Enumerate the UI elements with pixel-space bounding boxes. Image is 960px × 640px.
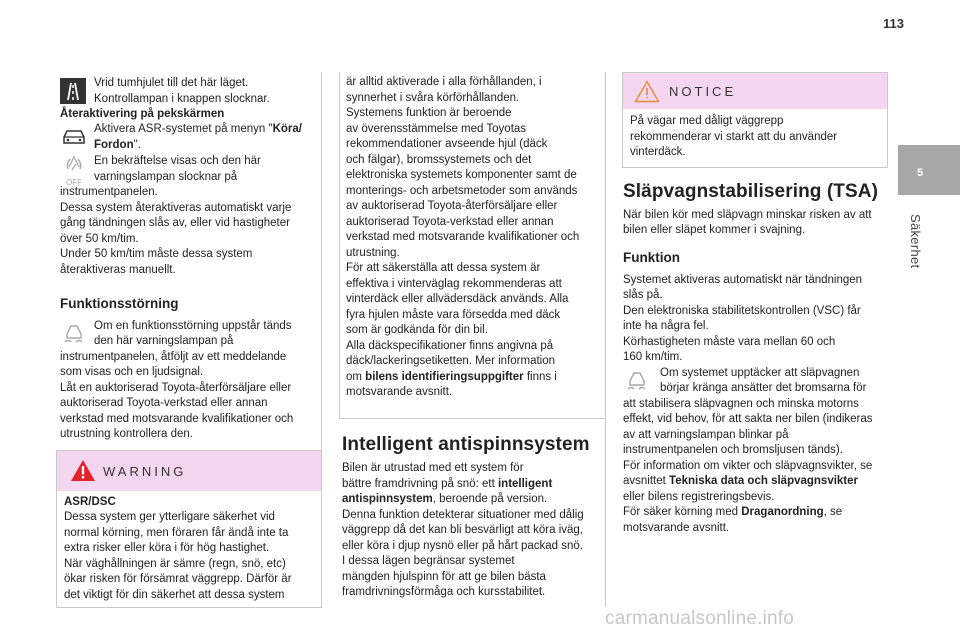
body-line: bättre framdrivning på snö: ett intelligent (342, 478, 553, 490)
body-line: att stabilisera släpvagnen och minska motorns (623, 398, 859, 410)
box-line: verkstad med motsvarande kvalifikationer och (346, 231, 580, 243)
body-line: Vrid tumhjulet till det här läget. (94, 77, 249, 89)
body-line: effekt, vid behov, för att sakta ner bilen (indikeras (623, 413, 873, 425)
body-line: Körhastigheten måste vara mellan 60 och (623, 336, 836, 348)
box-line: om bilens identifieringsuppgifter finns i (346, 371, 557, 383)
watermark: carmanualsonline.info (605, 608, 795, 629)
body-line: Systemet aktiveras automatiskt när tändningen (623, 274, 863, 286)
box-line: motsvarande avsnitt. (346, 386, 453, 398)
box-line: och fälgar), bromssystemets och det (346, 154, 532, 166)
warning-line: normal körning, men föraren får ändå inte ta (64, 527, 289, 539)
warning-line: Dessa system ger ytterligare säkerhet vid (64, 511, 275, 523)
section-heading: Intelligent antispinnsystem (342, 434, 590, 455)
body-line: bilen eller släpet kommer i svajning. (623, 224, 806, 236)
section-heading: Funktionsstörning (60, 296, 179, 311)
traction-switch-icon (60, 78, 86, 104)
warning-continuation-box (339, 72, 606, 419)
box-line: vinterdäck eller allvädersdäck används. Alla (346, 293, 569, 305)
notice-title: NOTICE (669, 84, 737, 99)
skid-warning-icon (625, 369, 649, 393)
body-line: En bekräftelse visas och den här (94, 155, 261, 167)
body-line: Under 50 km/tim måste dessa system (60, 248, 253, 260)
page-number: 113 (883, 16, 904, 31)
warning-line: När väghållningen är sämre (regn, snö, etc) (64, 558, 286, 570)
body-line: Denna funktion detekterar situationer med dålig (342, 509, 584, 521)
body-line: instrumentpanelen och bromsljusen tänds). (623, 444, 843, 456)
box-line: som är godkända för din bil. (346, 324, 488, 336)
body-line: som visas och en ljudsignal. (60, 366, 204, 378)
warning-subtitle: ASR/DSC (64, 496, 116, 508)
body-line: Den elektroniska stabilitetskontrollen (VSC) får (623, 305, 861, 317)
section-subheading: Funktion (623, 250, 680, 265)
body-line: återaktiveras manuellt. (60, 264, 176, 276)
off-label: OFF (66, 178, 82, 187)
warning-line: det viktigt för din säkerhet att dessa system (64, 589, 285, 601)
notice-line: På vägar med dåligt väggrepp (630, 115, 784, 127)
box-line: däck/lackeringsetiketten. Mer information (346, 355, 556, 367)
body-line: Aktivera ASR-systemet på menyn "Köra/ (94, 123, 302, 135)
body-line: den här varningslampan på (94, 335, 234, 347)
box-line: elektroniska systemets komponenter samt de (346, 169, 577, 181)
body-line: börjar kränga ansätter det bromsarna för (660, 382, 867, 394)
box-line: Systemens funktion är beroende (346, 107, 512, 119)
body-line: När bilen kör med släpvagn minskar risken av att (623, 209, 872, 221)
body-line: eller bilens registreringsbevis. (623, 491, 775, 503)
warning-line: extra risker eller köra i för hög hastighet. (64, 542, 270, 554)
box-line: av auktoriserad Toyota-återförsäljare eller (346, 200, 558, 212)
body-line: För säker körning med Draganordning, se (623, 506, 843, 518)
box-line: av överensstämmelse med Toyotas (346, 123, 527, 135)
body-line: Dessa system återaktiveras automatiskt varje (60, 202, 292, 214)
body-line: verkstad med motsvarande kvalifikationer och (60, 413, 294, 425)
box-line: synnerhet i svåra körförhållanden. (346, 92, 520, 104)
body-line: instrumentpanelen, åtföljt av ett meddelande (60, 351, 287, 363)
box-line: Alla däckspecifikationer finns angivna på (346, 340, 554, 352)
body-line: slås på. (623, 289, 663, 301)
box-line: fyra hjulen måste vara försedda med däck (346, 309, 561, 321)
body-line: avsnittet Tekniska data och släpvagnsvikter (623, 475, 859, 487)
touchscreen-car-icon (61, 127, 87, 147)
body-line: Om en funktionsstörning uppstår tänds (94, 320, 292, 332)
warning-title: WARNING (103, 464, 187, 479)
body-line: Bilen är utrustad med ett system för (342, 462, 524, 474)
body-line: över 50 km/tim. (60, 233, 139, 245)
section-heading: Släpvagnstabilisering (TSA) (623, 181, 879, 202)
box-line: monterings- och arbetsmetoder som används (346, 185, 578, 197)
body-line: eller köra i djup nysnö eller på hårt packad snö. (342, 540, 584, 552)
box-line: är alltid aktiverade i alla förhållanden, i (346, 76, 542, 88)
esp-off-warning-icon (63, 155, 85, 187)
box-line: effektiva i vinterväglag rekommenderas att (346, 278, 562, 290)
warning-header (57, 451, 321, 491)
section-subheading: Återaktivering på pekskärmen (60, 108, 225, 120)
skid-warning-icon (62, 322, 86, 346)
body-line: Låt en auktoriserad Toyota-återförsäljare eller (60, 382, 292, 394)
body-line: I dessa lägen begränsar systemet (342, 555, 515, 567)
body-line: Kontrollampan i knappen slocknar. (94, 93, 270, 105)
body-line: instrumentpanelen. (60, 186, 158, 198)
warning-line: ökar risken för försämrat väggrepp. Därför är (64, 573, 292, 585)
body-line: inte ha några fel. (623, 320, 709, 332)
body-line: väggrepp då det kan bli besvärligt att köra iväg, (342, 524, 584, 536)
body-line: mängden hjulspinn för att ge bilen bästa (342, 571, 546, 583)
notice-line: rekommenderar vi starkt att du använder (630, 131, 838, 143)
body-line: Om systemet upptäcker att släpvagnen (660, 367, 860, 379)
body-line: gång tändningen slås av, eller vid hastigheter (60, 217, 290, 229)
chapter-title: Säkerhet (908, 214, 923, 269)
chapter-number: 5 (916, 167, 924, 179)
notice-triangle-icon (634, 80, 660, 103)
body-line: För information om vikter och släpvagnsvikter, se (623, 460, 873, 472)
box-line: auktoriserad Toyota-verkstad eller annan (346, 216, 554, 228)
body-line: auktoriserad Toyota-verkstad eller annan (60, 397, 268, 409)
box-line: rekommendationer avseende hjul (däck (346, 138, 548, 150)
box-line: utrustning. (346, 247, 400, 259)
body-line: varningslampan slocknar på (94, 171, 238, 183)
body-line: 160 km/tim. (623, 351, 683, 363)
body-line: Fordon". (94, 139, 141, 151)
body-line: motsvarande avsnitt. (623, 522, 730, 534)
body-line: utrustning kontrollera den. (60, 428, 193, 440)
box-line: För att säkerställa att dessa system är (346, 262, 541, 274)
body-line: framdrivningsförmåga och kursstabilitet. (342, 586, 546, 598)
notice-header (623, 73, 887, 109)
notice-box (622, 72, 888, 168)
body-line: antispinnsystem, beroende på version. (342, 493, 548, 505)
warning-box (56, 450, 322, 608)
notice-line: vinterdäck. (630, 146, 686, 158)
body-line: av att varningslampan blinkar på (623, 429, 789, 441)
warning-triangle-icon (70, 459, 96, 482)
